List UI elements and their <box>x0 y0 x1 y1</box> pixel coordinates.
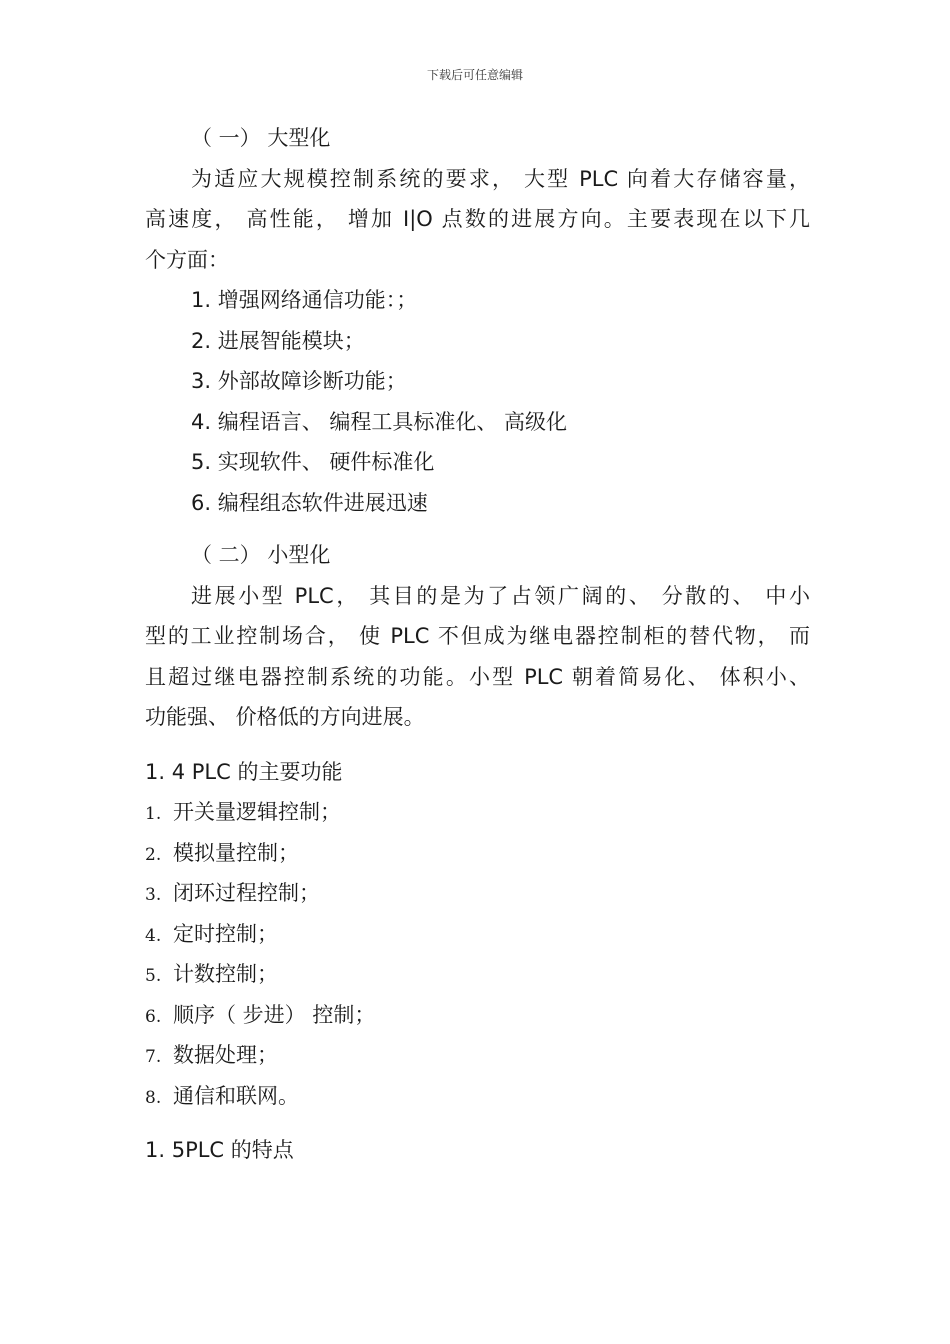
list-item: 4. 编程语言、 编程工具标准化、 高级化 <box>191 409 568 434</box>
list-number: 1. <box>145 804 162 824</box>
list-item: 1. 增强网络通信功能：； <box>191 288 418 312</box>
list-text: 通信和联网。 <box>173 1083 299 1108</box>
list-item: 3. 外部故障诊断功能； <box>191 369 407 393</box>
list-text: 顺序（ 步进） 控制； <box>173 1002 376 1027</box>
section-heading-large: （ 一） 大型化 <box>191 126 331 150</box>
list-number: 6. <box>145 1006 162 1027</box>
list-number: 4. <box>145 925 162 946</box>
section-heading-features: 1. 5PLC 的特点 <box>145 1138 294 1162</box>
section-heading-small: （ 二） 小型化 <box>191 543 331 567</box>
list-number: 2. <box>145 844 162 865</box>
list-text: 闭环过程控制； <box>173 881 320 905</box>
list-text: 开关量逻辑控制； <box>173 800 341 824</box>
list-text: 定时控制； <box>173 921 278 946</box>
list-number: 5. <box>145 966 162 986</box>
list-item <box>145 914 810 955</box>
paragraph-line: 个方面： <box>145 247 229 272</box>
list-number: 7. <box>145 1047 162 1067</box>
list-item <box>145 1035 810 1076</box>
list-item <box>145 792 810 833</box>
list-number: 8. <box>145 1087 162 1108</box>
document-body <box>145 118 810 1171</box>
list-item: 6. 编程组态软件进展迅速 <box>191 490 428 515</box>
list-item: 5. 实现软件、 硬件标准化 <box>191 450 435 474</box>
list-text: 模拟量控制； <box>173 840 299 865</box>
section-heading-functions: 1. 4 PLC 的主要功能 <box>145 759 343 784</box>
list-item <box>145 1076 810 1117</box>
list-item <box>145 954 810 995</box>
paragraph-line: 且超过继电器控制系统的功能。小型 PLC 朝着简易化、 体积小、 <box>145 664 810 689</box>
paragraph-line: 进展小型 PLC， 其目的是为了占领广阔的、 分散的、 中小 <box>191 583 810 608</box>
list-number: 3. <box>145 885 162 905</box>
list-item: 2. 进展智能模块； <box>191 328 365 353</box>
list-text: 数据处理； <box>173 1043 278 1067</box>
list-item <box>145 833 810 874</box>
list-text: 计数控制； <box>173 962 278 986</box>
paragraph-line: 高速度， 高性能， 增加 I|O 点数的进展方向。主要表现在以下几 <box>145 207 810 231</box>
list-item <box>145 995 810 1036</box>
paragraph-line: 功能强、 价格低的方向进展。 <box>145 705 425 729</box>
list-item <box>145 873 810 914</box>
page-header-note: 下载后可任意编辑 <box>426 68 523 82</box>
paragraph-line: 为适应大规模控制系统的要求， 大型 PLC 向着大存储容量， <box>191 166 810 191</box>
paragraph-line: 型的工业控制场合， 使 PLC 不但成为继电器控制柜的替代物， 而 <box>145 624 810 648</box>
